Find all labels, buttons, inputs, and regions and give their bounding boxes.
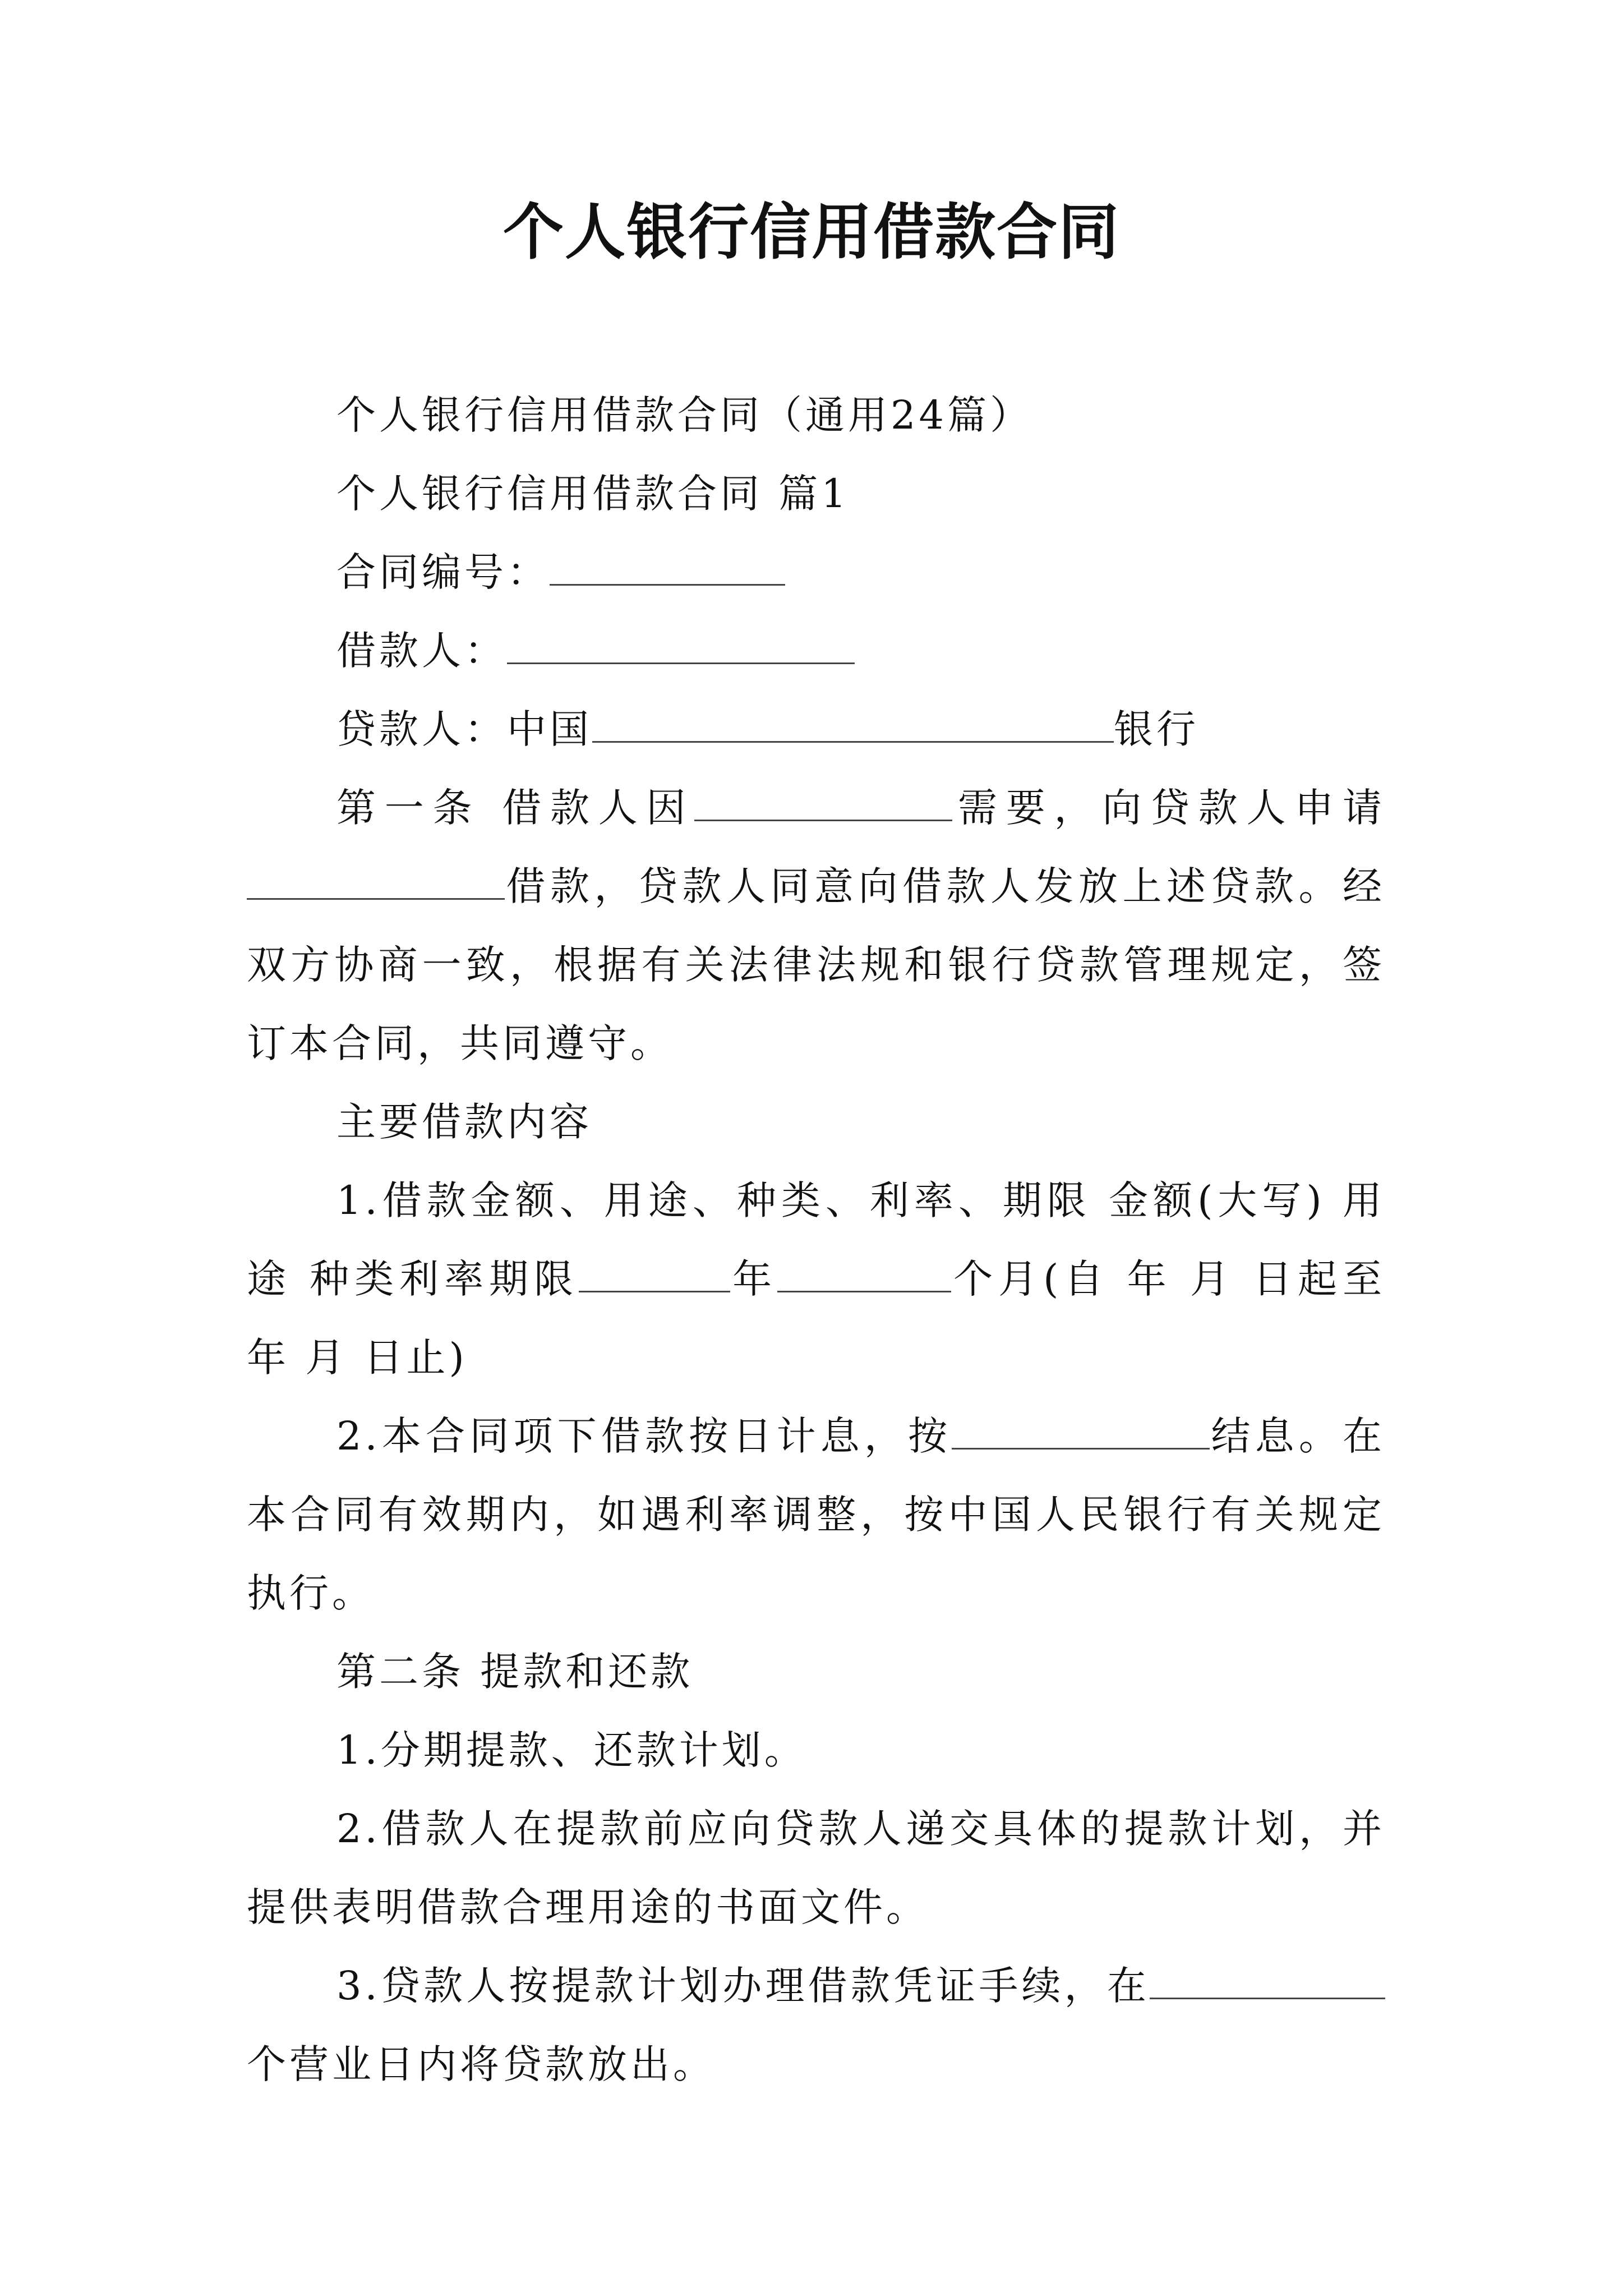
article-2-item-2: 2.借款人在提款前应向贷款人递交具体的提款计划，并提供表明借款合理用途的书面文件。	[247, 1806, 1385, 1930]
article-2-item-1: 1.分期提款、还款计划。	[336, 1727, 807, 1773]
subtitle: 个人银行信用借款合同（通用24篇）	[336, 392, 1033, 438]
item-1: 1.借款金额、用途、种类、利率、期限 金额(大写) 用途 种类利率期限 年 个月(自 年 月 日起至 年 月 日止)	[247, 1177, 1386, 1381]
contract-number-blank	[550, 547, 785, 586]
lender-suffix: 银行	[1114, 706, 1199, 752]
item-2: 2.本合同项下借款按日计息，按 结息。在本合同有效期内，如遇利率调整，按中国人民银行有关规定执行。	[247, 1397, 1385, 1632]
lender-line	[247, 690, 1385, 769]
term-years-blank	[579, 1254, 730, 1293]
document-title: 个人银行信用借款合同	[502, 197, 1120, 268]
interest-settlement-blank	[952, 1411, 1210, 1450]
borrower-line	[247, 611, 1385, 690]
lender-label: 贷款人：中国	[336, 706, 592, 752]
borrower-blank	[507, 625, 855, 665]
purpose-blank	[694, 783, 952, 822]
contract-number-line	[247, 533, 1385, 611]
term-months-blank	[777, 1254, 951, 1293]
loan-type-blank	[247, 861, 505, 900]
document-body	[247, 376, 1385, 2104]
article-2-item-3: 3.贷款人按提款计划办理借款凭证手续，在个营业日内将贷款放出。	[247, 1947, 1385, 2104]
business-days-blank	[1150, 1961, 1385, 2000]
main-content-heading: 主要借款内容	[336, 1099, 592, 1145]
contract-number-label: 合同编号：	[336, 549, 550, 595]
article-1: 第一条 借款人因 需要，向贷款人申请借款，贷款人同意向借款人发放上述贷款。经双方协商一致，根据有关法律法规和银行贷款管理规定，签订本合同，共同遵守。	[247, 769, 1385, 1083]
lender-bank-blank	[592, 704, 1114, 743]
section-heading: 个人银行信用借款合同 篇1	[336, 471, 850, 517]
article-2-heading: 第二条 提款和还款	[336, 1649, 694, 1695]
borrower-label: 借款人：	[336, 628, 507, 674]
